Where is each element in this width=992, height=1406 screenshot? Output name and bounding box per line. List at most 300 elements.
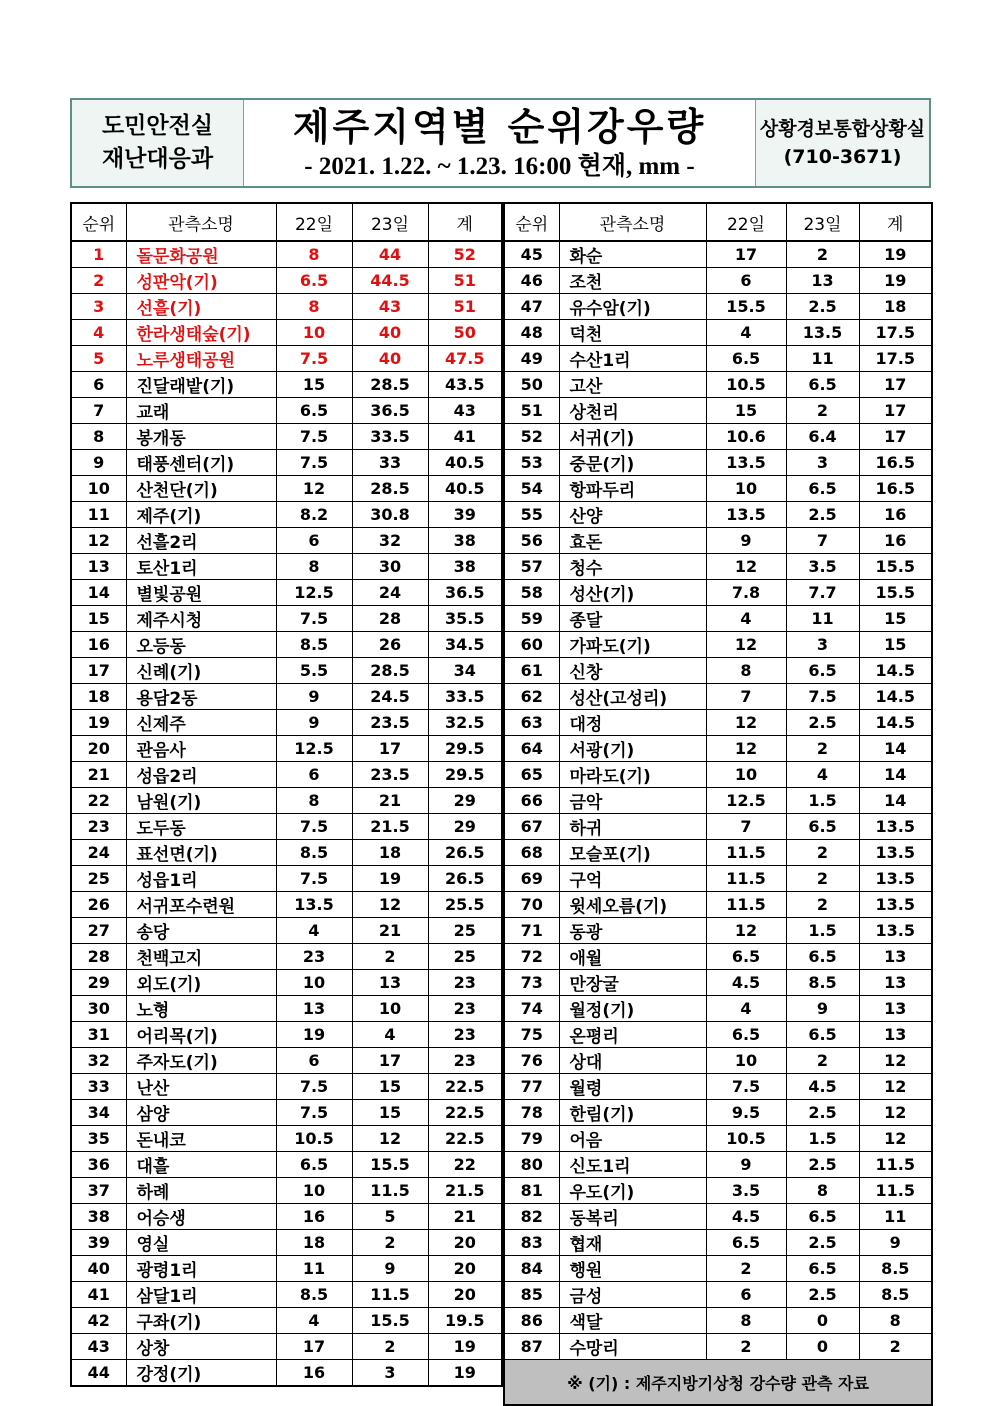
station-name: 성판악(기) — [126, 268, 276, 294]
station-name: 남원(기) — [126, 788, 276, 814]
station-name: 서귀(기) — [559, 424, 706, 450]
station-name: 우도(기) — [559, 1178, 706, 1204]
table-row — [71, 632, 502, 658]
title-box — [244, 100, 755, 186]
day22-value: 6.5 — [706, 1230, 786, 1256]
station-name: 산천단(기) — [126, 476, 276, 502]
total-value: 36.5 — [428, 580, 502, 606]
table-row — [71, 814, 502, 840]
rank-cell: 59 — [504, 606, 559, 632]
day23-value: 18 — [352, 840, 428, 866]
rank-cell: 57 — [504, 554, 559, 580]
total-value: 14.5 — [859, 684, 932, 710]
day22-value: 17 — [706, 241, 786, 268]
day23-value: 2 — [786, 840, 859, 866]
table-row — [71, 658, 502, 684]
day23-value: 21 — [352, 788, 428, 814]
station-name: 성산(고성리) — [559, 684, 706, 710]
rank-cell: 40 — [71, 1256, 126, 1282]
day23-value: 12 — [352, 892, 428, 918]
table-row — [71, 398, 502, 424]
table-row — [71, 788, 502, 814]
day22-value: 7.5 — [276, 424, 352, 450]
day22-value: 7.5 — [276, 346, 352, 372]
station-name: 청수 — [559, 554, 706, 580]
total-value: 40.5 — [428, 476, 502, 502]
station-name: 천백고지 — [126, 944, 276, 970]
table-row — [71, 840, 502, 866]
station-name: 관음사 — [126, 736, 276, 762]
day22-value: 6 — [276, 1048, 352, 1074]
table-row — [71, 606, 502, 632]
day23-value: 11 — [786, 346, 859, 372]
table-row — [71, 1100, 502, 1126]
department-line2: 재난대응과 — [101, 146, 214, 172]
table-row — [71, 996, 502, 1022]
station-name: 상천리 — [559, 398, 706, 424]
rank-cell: 6 — [71, 372, 126, 398]
day22-value: 9 — [276, 684, 352, 710]
rank-cell: 52 — [504, 424, 559, 450]
total-value: 29 — [428, 788, 502, 814]
total-value: 23 — [428, 996, 502, 1022]
total-value: 38 — [428, 554, 502, 580]
day22-value: 5.5 — [276, 658, 352, 684]
station-name: 신창 — [559, 658, 706, 684]
total-value: 13 — [859, 1022, 932, 1048]
rank-cell: 26 — [71, 892, 126, 918]
table-row — [504, 241, 932, 268]
rank-cell: 83 — [504, 1230, 559, 1256]
day23-value: 24.5 — [352, 684, 428, 710]
total-value: 40.5 — [428, 450, 502, 476]
day23-value: 9 — [352, 1256, 428, 1282]
station-name: 모슬포(기) — [559, 840, 706, 866]
total-value: 13.5 — [859, 814, 932, 840]
table-row — [71, 1230, 502, 1256]
station-name: 온평리 — [559, 1022, 706, 1048]
day22-value: 8.5 — [276, 1282, 352, 1308]
table-row — [504, 450, 932, 476]
day22-value: 12 — [706, 554, 786, 580]
day23-value: 2 — [786, 398, 859, 424]
rank-cell: 87 — [504, 1334, 559, 1360]
rank-cell: 1 — [71, 241, 126, 268]
total-value: 19.5 — [428, 1308, 502, 1334]
station-name: 선흘(기) — [126, 294, 276, 320]
total-value: 11.5 — [859, 1178, 932, 1204]
day23-value: 33.5 — [352, 424, 428, 450]
day23-value: 2.5 — [786, 1230, 859, 1256]
station-name: 종달 — [559, 606, 706, 632]
day22-value: 6.5 — [276, 398, 352, 424]
table-row — [504, 320, 932, 346]
day22-value: 8.2 — [276, 502, 352, 528]
table-row — [504, 1074, 932, 1100]
day22-value: 6.5 — [706, 1022, 786, 1048]
table-row — [71, 1022, 502, 1048]
table-row — [504, 606, 932, 632]
day23-value: 6.4 — [786, 424, 859, 450]
station-name: 노루생태공원 — [126, 346, 276, 372]
table-row — [71, 762, 502, 788]
day23-value: 3.5 — [786, 554, 859, 580]
rank-cell: 77 — [504, 1074, 559, 1100]
rank-cell: 82 — [504, 1204, 559, 1230]
table-row — [71, 866, 502, 892]
total-value: 26.5 — [428, 840, 502, 866]
rank-cell: 62 — [504, 684, 559, 710]
total-value: 2 — [859, 1334, 932, 1360]
day22-value: 4 — [706, 606, 786, 632]
rank-cell: 58 — [504, 580, 559, 606]
station-name: 중문(기) — [559, 450, 706, 476]
rank-cell: 86 — [504, 1308, 559, 1334]
rank-cell: 69 — [504, 866, 559, 892]
total-value: 22.5 — [428, 1126, 502, 1152]
col-day23: 23일 — [786, 203, 859, 241]
station-name: 한림(기) — [559, 1100, 706, 1126]
rank-cell: 84 — [504, 1256, 559, 1282]
day23-value: 2 — [352, 1334, 428, 1360]
day23-value: 4.5 — [786, 1074, 859, 1100]
table-row — [71, 1308, 502, 1334]
total-value: 32.5 — [428, 710, 502, 736]
table-row — [504, 762, 932, 788]
day22-value: 13.5 — [706, 502, 786, 528]
day23-value: 17 — [352, 736, 428, 762]
table-row — [504, 1308, 932, 1334]
station-name: 토산1리 — [126, 554, 276, 580]
rank-cell: 49 — [504, 346, 559, 372]
station-name: 교래 — [126, 398, 276, 424]
rank-cell: 42 — [71, 1308, 126, 1334]
day23-value: 0 — [786, 1334, 859, 1360]
station-name: 하례 — [126, 1178, 276, 1204]
table-row — [71, 1074, 502, 1100]
day22-value: 19 — [276, 1022, 352, 1048]
rank-cell: 73 — [504, 970, 559, 996]
station-name: 돌문화공원 — [126, 241, 276, 268]
day22-value: 8 — [706, 658, 786, 684]
rank-cell: 19 — [71, 710, 126, 736]
table-row — [504, 1256, 932, 1282]
document-header — [70, 98, 931, 188]
station-name: 상대 — [559, 1048, 706, 1074]
total-value: 15 — [859, 606, 932, 632]
station-name: 화순 — [559, 241, 706, 268]
rank-cell: 54 — [504, 476, 559, 502]
day22-value: 10.5 — [706, 1126, 786, 1152]
rank-cell: 80 — [504, 1152, 559, 1178]
rank-cell: 21 — [71, 762, 126, 788]
total-value: 29.5 — [428, 736, 502, 762]
rank-cell: 50 — [504, 372, 559, 398]
table-row — [71, 502, 502, 528]
day23-value: 3 — [786, 450, 859, 476]
table-row — [504, 580, 932, 606]
rank-cell: 47 — [504, 294, 559, 320]
day22-value: 9 — [706, 1152, 786, 1178]
day23-value: 6.5 — [786, 1204, 859, 1230]
table-row — [71, 346, 502, 372]
day22-value: 15 — [276, 372, 352, 398]
station-name: 도두동 — [126, 814, 276, 840]
rank-cell: 2 — [71, 268, 126, 294]
day23-value: 2 — [786, 736, 859, 762]
station-name: 용담2동 — [126, 684, 276, 710]
total-value: 25 — [428, 944, 502, 970]
rank-cell: 60 — [504, 632, 559, 658]
day23-value: 15.5 — [352, 1308, 428, 1334]
day23-value: 2.5 — [786, 1100, 859, 1126]
day22-value: 17 — [276, 1334, 352, 1360]
total-value: 17.5 — [859, 320, 932, 346]
station-name: 표선면(기) — [126, 840, 276, 866]
day23-value: 23.5 — [352, 710, 428, 736]
day23-value: 2 — [786, 1048, 859, 1074]
station-name: 대흘 — [126, 1152, 276, 1178]
day23-value: 6.5 — [786, 814, 859, 840]
col-total: 계 — [859, 203, 932, 241]
total-value: 15 — [859, 632, 932, 658]
total-value: 29.5 — [428, 762, 502, 788]
day22-value: 10 — [276, 970, 352, 996]
rank-cell: 56 — [504, 528, 559, 554]
table-row — [504, 684, 932, 710]
rank-cell: 72 — [504, 944, 559, 970]
table-row — [504, 1178, 932, 1204]
rank-cell: 16 — [71, 632, 126, 658]
day23-value: 2 — [786, 866, 859, 892]
rank-cell: 32 — [71, 1048, 126, 1074]
day23-value: 12 — [352, 1126, 428, 1152]
page-subtitle: - 2021. 1.22. ~ 1.23. 16:00 현재, mm - — [304, 153, 695, 180]
table-row — [504, 502, 932, 528]
total-value: 11 — [859, 1204, 932, 1230]
day22-value: 6 — [706, 1282, 786, 1308]
total-value: 12 — [859, 1100, 932, 1126]
total-value: 14 — [859, 736, 932, 762]
rank-cell: 43 — [71, 1334, 126, 1360]
day23-value: 2.5 — [786, 502, 859, 528]
day22-value: 4 — [276, 918, 352, 944]
rank-cell: 85 — [504, 1282, 559, 1308]
total-value: 16 — [859, 528, 932, 554]
day22-value: 13.5 — [276, 892, 352, 918]
total-value: 13.5 — [859, 918, 932, 944]
rank-cell: 55 — [504, 502, 559, 528]
station-name: 외도(기) — [126, 970, 276, 996]
day22-value: 6.5 — [706, 346, 786, 372]
table-row — [504, 1204, 932, 1230]
rank-cell: 25 — [71, 866, 126, 892]
day22-value: 7.5 — [276, 1074, 352, 1100]
day22-value: 8 — [276, 294, 352, 320]
day22-value: 10 — [706, 1048, 786, 1074]
total-value: 19 — [428, 1334, 502, 1360]
rank-cell: 29 — [71, 970, 126, 996]
day22-value: 4 — [706, 320, 786, 346]
station-name: 한라생태숲(기) — [126, 320, 276, 346]
rank-cell: 46 — [504, 268, 559, 294]
table-row — [504, 346, 932, 372]
station-name: 동광 — [559, 918, 706, 944]
day23-value: 3 — [352, 1360, 428, 1387]
total-value: 39 — [428, 502, 502, 528]
table-row — [504, 268, 932, 294]
day23-value: 44.5 — [352, 268, 428, 294]
station-name: 오등동 — [126, 632, 276, 658]
table-row — [504, 918, 932, 944]
rank-cell: 7 — [71, 398, 126, 424]
table-row — [71, 554, 502, 580]
table-row — [504, 476, 932, 502]
rank-cell: 12 — [71, 528, 126, 554]
station-name: 하귀 — [559, 814, 706, 840]
day23-value: 6.5 — [786, 658, 859, 684]
table-header-row — [504, 203, 932, 241]
day23-value: 21 — [352, 918, 428, 944]
day22-value: 16 — [276, 1360, 352, 1387]
day22-value: 7.5 — [276, 814, 352, 840]
rank-cell: 70 — [504, 892, 559, 918]
total-value: 52 — [428, 241, 502, 268]
station-name: 유수암(기) — [559, 294, 706, 320]
day23-value: 0 — [786, 1308, 859, 1334]
total-value: 34.5 — [428, 632, 502, 658]
col-day23: 23일 — [352, 203, 428, 241]
day22-value: 12 — [706, 918, 786, 944]
table-row — [504, 710, 932, 736]
station-name: 삼양 — [126, 1100, 276, 1126]
table-row — [504, 1334, 932, 1360]
total-value: 50 — [428, 320, 502, 346]
total-value: 33.5 — [428, 684, 502, 710]
day23-value: 15.5 — [352, 1152, 428, 1178]
day23-value: 6.5 — [786, 1022, 859, 1048]
table-row — [71, 684, 502, 710]
total-value: 9 — [859, 1230, 932, 1256]
rank-cell: 8 — [71, 424, 126, 450]
day23-value: 2.5 — [786, 294, 859, 320]
station-name: 선흘2리 — [126, 528, 276, 554]
rank-cell: 78 — [504, 1100, 559, 1126]
table-row — [504, 814, 932, 840]
table-row — [504, 398, 932, 424]
rank-cell: 30 — [71, 996, 126, 1022]
table-row — [504, 996, 932, 1022]
day22-value: 6.5 — [276, 268, 352, 294]
day22-value: 11.5 — [706, 866, 786, 892]
rank-cell: 33 — [71, 1074, 126, 1100]
day23-value: 30.8 — [352, 502, 428, 528]
station-name: 월정(기) — [559, 996, 706, 1022]
rank-cell: 81 — [504, 1178, 559, 1204]
day22-value: 2 — [706, 1334, 786, 1360]
day23-value: 19 — [352, 866, 428, 892]
rank-cell: 76 — [504, 1048, 559, 1074]
rank-cell: 3 — [71, 294, 126, 320]
table-row — [504, 372, 932, 398]
station-name: 협재 — [559, 1230, 706, 1256]
day23-value: 2.5 — [786, 710, 859, 736]
total-value: 19 — [859, 241, 932, 268]
rank-cell: 67 — [504, 814, 559, 840]
station-name: 구억 — [559, 866, 706, 892]
total-value: 16.5 — [859, 450, 932, 476]
station-name: 어리목(기) — [126, 1022, 276, 1048]
table-row — [71, 528, 502, 554]
rank-cell: 18 — [71, 684, 126, 710]
day22-value: 7.5 — [706, 1074, 786, 1100]
table-row — [504, 892, 932, 918]
day23-value: 43 — [352, 294, 428, 320]
day22-value: 13 — [276, 996, 352, 1022]
station-name: 동복리 — [559, 1204, 706, 1230]
day23-value: 4 — [786, 762, 859, 788]
table-row — [71, 450, 502, 476]
table-row — [504, 866, 932, 892]
station-name: 신도1리 — [559, 1152, 706, 1178]
rank-cell: 13 — [71, 554, 126, 580]
rank-cell: 4 — [71, 320, 126, 346]
station-name: 색달 — [559, 1308, 706, 1334]
rank-cell: 14 — [71, 580, 126, 606]
table-header-row — [71, 203, 502, 241]
table-row — [504, 1100, 932, 1126]
total-value: 20 — [428, 1230, 502, 1256]
day22-value: 6.5 — [706, 944, 786, 970]
day22-value: 4 — [276, 1308, 352, 1334]
rank-cell: 66 — [504, 788, 559, 814]
day22-value: 10.5 — [276, 1126, 352, 1152]
table-row — [71, 710, 502, 736]
total-value: 12 — [859, 1048, 932, 1074]
total-value: 8 — [859, 1308, 932, 1334]
day22-value: 7 — [706, 684, 786, 710]
table-row — [504, 424, 932, 450]
total-value: 20 — [428, 1282, 502, 1308]
total-value: 20 — [428, 1256, 502, 1282]
day22-value: 4.5 — [706, 1204, 786, 1230]
day23-value: 8 — [786, 1178, 859, 1204]
day22-value: 2 — [706, 1256, 786, 1282]
day23-value: 33 — [352, 450, 428, 476]
table-row — [71, 1152, 502, 1178]
day23-value: 15 — [352, 1074, 428, 1100]
office-box — [755, 100, 929, 186]
total-value: 13 — [859, 970, 932, 996]
total-value: 19 — [428, 1360, 502, 1387]
table-row — [71, 1360, 502, 1387]
table-row — [71, 268, 502, 294]
day23-value: 11.5 — [352, 1178, 428, 1204]
day22-value: 3.5 — [706, 1178, 786, 1204]
day23-value: 6.5 — [786, 944, 859, 970]
total-value: 16.5 — [859, 476, 932, 502]
day22-value: 9 — [276, 710, 352, 736]
day23-value: 2 — [786, 241, 859, 268]
office-phone: (710-3671) — [783, 146, 902, 168]
table-row — [71, 1256, 502, 1282]
table-row — [71, 1334, 502, 1360]
total-value: 12 — [859, 1126, 932, 1152]
col-day22: 22일 — [276, 203, 352, 241]
day22-value: 15 — [706, 398, 786, 424]
station-name: 월령 — [559, 1074, 706, 1100]
station-name: 어승생 — [126, 1204, 276, 1230]
